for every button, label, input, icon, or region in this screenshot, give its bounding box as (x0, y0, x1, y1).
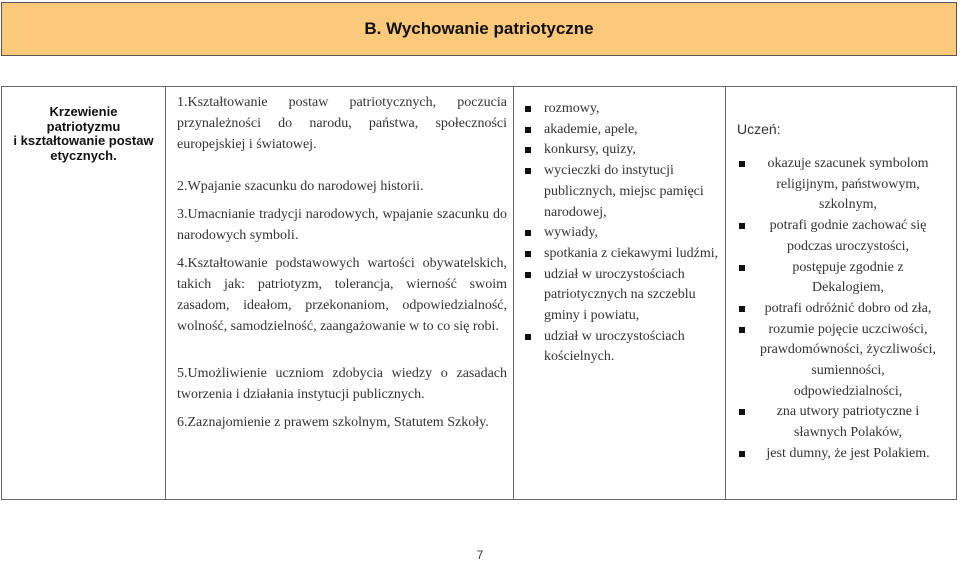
list-item-text: konkursy, quizy, (544, 142, 636, 158)
list-item-text: zna utwory patriotyczne i sławnych Polaków, (776, 404, 920, 441)
section-header (1, 2, 957, 56)
goal-paragraph: 6.Zaznajomienie z prawem szkolnym, Statutem Szkoły. (177, 415, 489, 430)
list-item-text: postępuje zgodnie z Dekalogiem, (792, 259, 904, 296)
list-item (522, 161, 722, 223)
column-outcomes (726, 87, 956, 499)
list-item-text: udział w uroczystościach kościelnych. (544, 328, 685, 365)
list-item-text: okazuje szacunek symbolom religijnym, państwowym, szkolnym, (767, 156, 929, 213)
list-item (736, 258, 956, 299)
list-item-text: rozumie pojęcie uczciwości, prawdomówności, życzliwości, sumienności, odpowiedzialności, (759, 321, 937, 399)
square-bullet-icon (739, 409, 745, 415)
area-title-line: etycznych. (50, 147, 117, 163)
list-item (522, 120, 722, 141)
goal-paragraph: 1.Kształtowanie postaw patriotycznych, poczucia przynależności do narodu, państwa, społeczności europejskiej i światowej. (177, 95, 507, 152)
area-title-line: Krzewienie (49, 104, 118, 119)
list-item (736, 299, 956, 320)
list-item-text: potrafi godnie zachować się podczas uroczystości, (769, 218, 927, 254)
square-bullet-icon (739, 223, 745, 229)
area-title-line: patriotyzmu (46, 118, 121, 134)
square-bullet-icon (525, 168, 531, 174)
goal-paragraph: 4.Kształtowanie podstawowych wartości obywatelskich, takich jak: patriotyzm, tolerancja, wierność swoim zasadom, ideałom, przekonaniom, odpowiedzialność, wolność, samodzielność, zaangażowanie w to co się robi. (177, 256, 507, 334)
list-item (736, 216, 956, 257)
square-bullet-icon (739, 306, 745, 312)
column-area (2, 87, 166, 499)
list-item-text: akademie, apele, (544, 121, 638, 137)
list-item (522, 99, 722, 120)
content-table (1, 86, 957, 500)
square-bullet-icon (739, 327, 745, 333)
methods-list (522, 99, 722, 368)
page-number: 7 (476, 548, 484, 562)
square-bullet-icon (739, 161, 745, 167)
goal-paragraph: 5.Umożliwienie uczniom zdobycia wiedzy o zasadach tworzenia i działania instytucji publicznych. (177, 366, 507, 402)
outcomes-list (736, 154, 956, 465)
list-item (522, 140, 722, 161)
list-item (736, 154, 956, 216)
area-title-line: i kształtowanie postaw (13, 133, 154, 148)
list-item-text: jest dumny, że jest Polakiem. (766, 445, 930, 461)
list-item-text: wycieczki do instytucji publicznych, miejsc pamięci narodowej, (544, 163, 704, 220)
goal-paragraph: 2.Wpajanie szacunku do narodowej historii. (177, 179, 424, 194)
list-item-text: spotkania z ciekawymi ludźmi, (544, 245, 719, 261)
list-item (522, 223, 722, 244)
square-bullet-icon (525, 147, 531, 153)
list-item (736, 402, 956, 443)
list-item-text: rozmowy, (544, 101, 600, 116)
square-bullet-icon (525, 127, 531, 133)
column-methods (514, 87, 726, 499)
list-item (522, 244, 722, 265)
list-item-text: wywiady, (544, 225, 598, 241)
list-item (522, 327, 722, 368)
goal-paragraph: 3.Umacnianie tradycji narodowych, wpajanie szacunku do narodowych symboli. (177, 207, 507, 243)
column-goals (166, 87, 514, 499)
square-bullet-icon (525, 251, 531, 257)
list-item (522, 265, 722, 327)
list-item (736, 320, 956, 403)
list-item (736, 444, 956, 465)
square-bullet-icon (739, 451, 745, 457)
outcomes-lead: Uczeń: (737, 121, 781, 137)
list-item-text: potrafi odróżnić dobro od zła, (764, 300, 932, 316)
square-bullet-icon (525, 230, 531, 236)
square-bullet-icon (525, 106, 531, 112)
square-bullet-icon (525, 272, 531, 278)
section-title: B. Wychowanie patriotyczne (364, 19, 594, 38)
square-bullet-icon (525, 334, 531, 340)
list-item-text: udział w uroczystościach patriotycznych na szczeblu gminy i powiatu, (544, 266, 696, 324)
area-title (2, 105, 165, 163)
square-bullet-icon (739, 265, 745, 271)
